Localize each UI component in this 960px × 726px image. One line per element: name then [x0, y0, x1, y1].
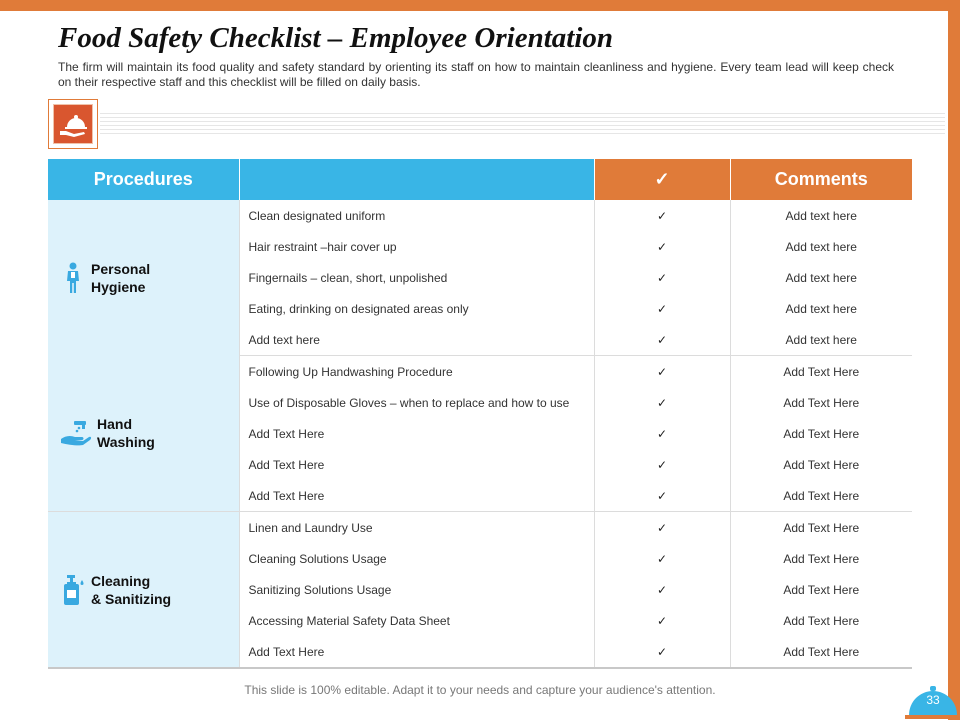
procedure-cell: Use of Disposable Gloves – when to replace and how to use — [239, 387, 594, 418]
category-label-line2: Hygiene — [91, 278, 146, 295]
category-personal-hygiene — [48, 200, 239, 356]
procedure-cell: Add Text Here — [239, 480, 594, 512]
table-row — [48, 356, 912, 388]
procedure-cell: Following Up Handwashing Procedure — [239, 356, 594, 388]
header-comments: Comments — [730, 159, 912, 200]
procedure-cell: Add Text Here — [239, 449, 594, 480]
procedure-cell: Eating, drinking on designated areas only — [239, 293, 594, 324]
category-label-line1: Hand — [97, 416, 132, 433]
comment-cell[interactable]: Add Text Here — [783, 457, 860, 472]
slide-subtitle: The firm will maintain its food quality and safety standard by orienting its staff on how to maintain cleanliness and hygiene. Every team lead will keep check on their respective staff and this checklist will be filled on daily basis. — [58, 60, 894, 89]
page-number-badge — [903, 681, 960, 721]
category-label-line1: Cleaning — [91, 572, 151, 589]
header-procedures: Procedures — [48, 159, 239, 200]
comment-cell[interactable]: Add Text Here — [783, 551, 860, 566]
check-mark: ✓ — [594, 231, 730, 262]
procedure-cell: Cleaning Solutions Usage — [239, 543, 594, 574]
slide-footer: This slide is 100% editable. Adapt it to your needs and capture your audience's attention. — [244, 683, 716, 697]
category-hand-washing — [48, 356, 239, 512]
page-number: 33 — [926, 693, 940, 707]
check-mark: ✓ — [594, 293, 730, 324]
procedure-cell: Sanitizing Solutions Usage — [239, 574, 594, 605]
comment-cell[interactable]: Add Text Here — [730, 636, 912, 668]
table-row — [48, 512, 912, 544]
check-mark: ✓ — [594, 512, 730, 544]
procedure-cell: Add Text Here — [239, 418, 594, 449]
procedure-cell: Add Text Here — [239, 636, 594, 668]
logo-frame — [48, 99, 98, 149]
check-mark: ✓ — [594, 387, 730, 418]
check-mark: ✓ — [594, 356, 730, 388]
procedure-cell: Accessing Material Safety Data Sheet — [239, 605, 594, 636]
check-mark: ✓ — [594, 200, 730, 231]
category-label-line1: Personal — [91, 260, 151, 277]
comment-cell[interactable]: Add Text Here — [783, 520, 860, 535]
check-mark: ✓ — [594, 605, 730, 636]
category-label-line2: & Sanitizing — [91, 590, 172, 607]
check-mark: ✓ — [594, 449, 730, 480]
decorative-lines — [100, 113, 945, 137]
procedure-cell: Fingernails – clean, short, unpolished — [239, 262, 594, 293]
food-cloche-icon — [53, 104, 93, 144]
person-icon — [60, 260, 86, 296]
procedure-cell: Hair restraint –hair cover up — [239, 231, 594, 262]
check-mark: ✓ — [594, 324, 730, 356]
comment-cell[interactable]: Add text here — [730, 324, 912, 356]
table-row — [48, 200, 912, 231]
comment-cell[interactable]: Add text here — [785, 270, 857, 285]
comment-cell[interactable]: Add Text Here — [783, 395, 860, 410]
right-accent-bar — [948, 0, 960, 720]
comment-cell[interactable]: Add text here — [785, 208, 857, 223]
top-accent-bar — [0, 0, 960, 11]
soap-dispenser-icon — [60, 572, 86, 608]
check-mark: ✓ — [594, 574, 730, 605]
check-mark: ✓ — [594, 636, 730, 668]
check-mark: ✓ — [594, 418, 730, 449]
procedure-cell: Clean designated uniform — [239, 200, 594, 231]
comment-cell[interactable]: Add Text Here — [783, 582, 860, 597]
comment-cell[interactable]: Add Text Here — [783, 613, 860, 628]
comment-cell[interactable]: Add Text Here — [783, 426, 860, 441]
comment-cell[interactable]: Add text here — [785, 301, 857, 316]
check-mark: ✓ — [594, 480, 730, 512]
header-blank — [239, 159, 594, 200]
table-header-row — [48, 159, 912, 200]
comment-cell[interactable]: Add text here — [785, 239, 857, 254]
procedure-cell: Linen and Laundry Use — [239, 512, 594, 544]
hand-washing-icon — [60, 415, 92, 451]
slide-title: Food Safety Checklist – Employee Orientation — [58, 22, 614, 54]
header-check: ✓ — [594, 159, 730, 200]
comment-cell[interactable]: Add Text Here — [783, 364, 860, 379]
check-mark: ✓ — [594, 262, 730, 293]
procedure-cell: Add text here — [239, 324, 594, 356]
comment-cell[interactable]: Add Text Here — [730, 480, 912, 512]
checklist-table — [48, 159, 912, 669]
category-label-line2: Washing — [97, 434, 155, 451]
check-mark: ✓ — [594, 543, 730, 574]
category-cleaning-sanitizing — [48, 512, 239, 669]
